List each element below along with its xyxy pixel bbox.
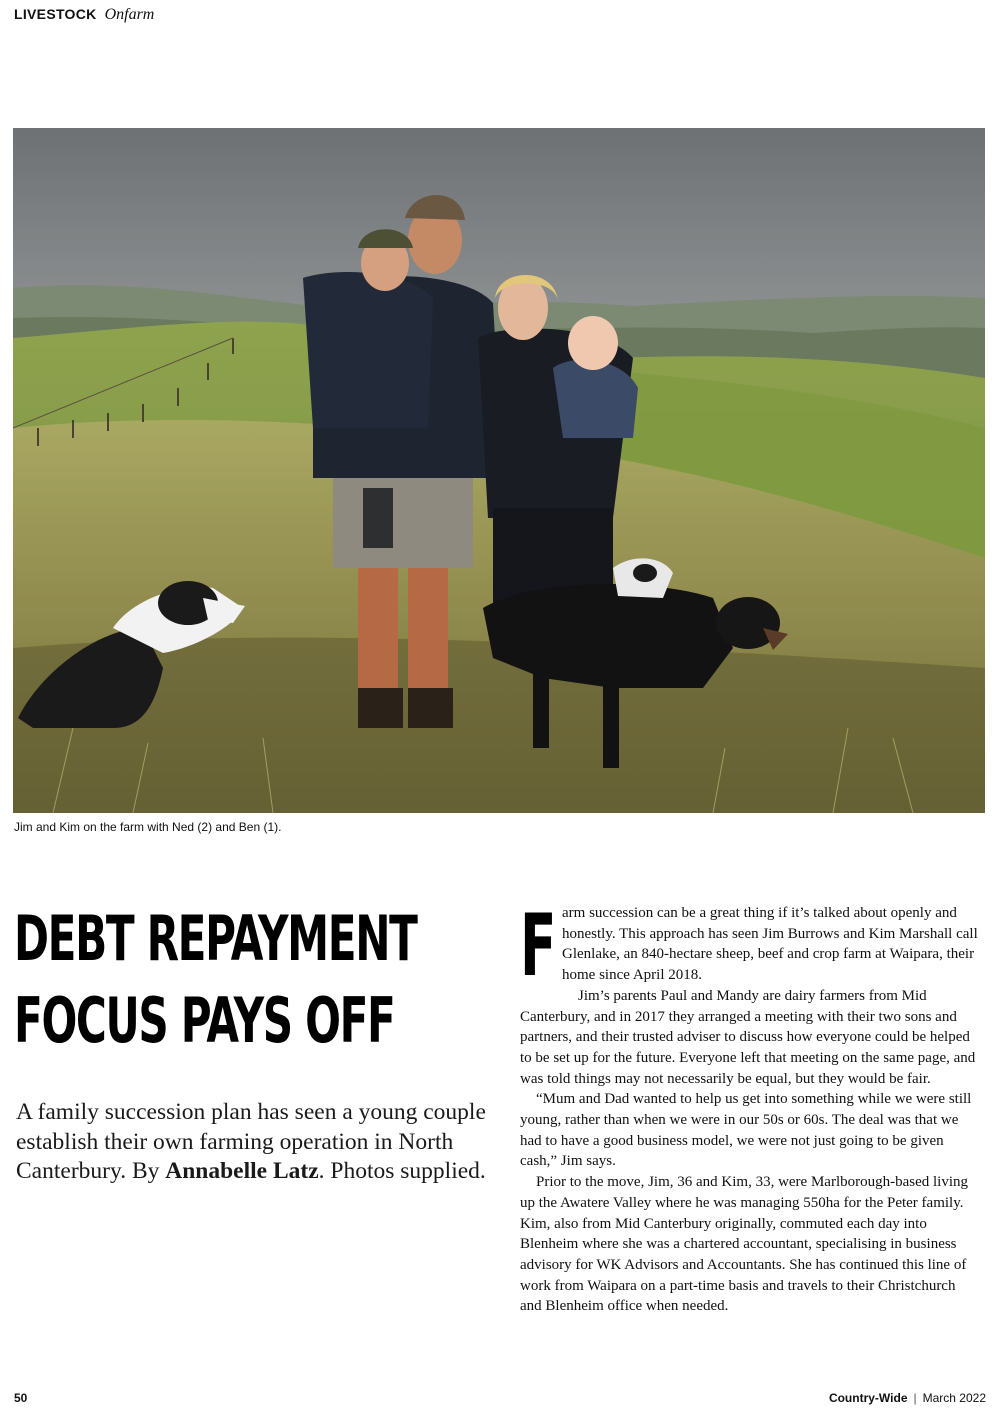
section-label: LIVESTOCK (14, 6, 97, 22)
standfirst (16, 1098, 486, 1187)
headline-line-2: FOCUS PAYS OFF (14, 984, 395, 1057)
dog-spotted-back (613, 558, 673, 598)
folio-separator: | (913, 1391, 917, 1405)
family-photo-illustration (13, 128, 985, 813)
article-body (520, 896, 978, 1317)
page-number: 50 (14, 1391, 28, 1405)
headline (14, 898, 417, 1062)
issue-date: March 2022 (922, 1391, 986, 1405)
author-name: Annabelle Latz (165, 1158, 319, 1184)
running-header (14, 6, 154, 28)
family-photo (13, 128, 985, 813)
headline-line-1: DEBT REPAYMENT (14, 902, 417, 975)
photo-caption: Jim and Kim on the farm with Ned (2) and Ben (1). (14, 820, 282, 834)
body-paragraph-1-text: arm succession can be a great thing if it’s talked about openly and honestly. This approach has seen Jim Burrows and Kim Marshall call Glenlake, an 840-hectare sheep, beef and crop farm at Waipara, their home since April 2018. (562, 905, 978, 984)
body-paragraph-2: Jim’s parents Paul and Mandy are dairy farmers from Mid Canterbury, and in 2017 they arranged a meeting with their two sons and partners, and their trusted adviser to discuss how everyone could be helped to be set up for the future. Everyone left that meeting on the same page, and was told things may not necessarily be equal, but they would be fair. (520, 987, 976, 1087)
body-paragraph-1 (520, 896, 978, 996)
standfirst-text: A family succession plan has seen a young couple establish their own farming operation in North Canterbury. By (16, 1099, 486, 1184)
footer-folio (829, 1391, 986, 1405)
body-paragraph-3: “Mum and Dad wanted to help us get into something while we were still young, rather than when we were in our 50s or 60s. The deal was that we had to have a good business model, we were not just going to be given cash,” Jim says. (520, 1091, 972, 1170)
magazine-name: Country-Wide (828, 1391, 908, 1405)
drop-cap: F (520, 896, 557, 996)
body-paragraph-4: Prior to the move, Jim, 36 and Kim, 33, were Marlborough-based living up the Awatere Valley where he was managing 550ha for the Peter family. Kim, also from Mid Canterbury originally, commuted each day into Blenheim where she was a chartered accountant, specialising in business advisory for WK Advisors and Accountants. She has continued this line of work from Waipara on a part-time basis and travels to their Christchurch and Blenheim office when needed. (520, 1174, 969, 1315)
photo-credit: . Photos supplied. (318, 1158, 486, 1184)
subsection-label: Onfarm (104, 6, 155, 23)
